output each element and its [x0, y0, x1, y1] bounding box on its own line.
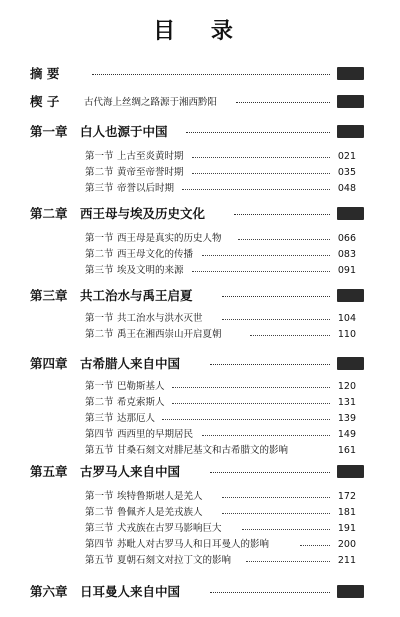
dot-leader [210, 592, 330, 593]
section-page: 066 [337, 233, 356, 244]
section-page: 131 [337, 397, 356, 408]
dot-leader [172, 387, 330, 388]
section-label: 第三节 [85, 413, 114, 424]
section-label: 第二节 [85, 167, 114, 178]
section-title: 共工治水与洪水灭世 [117, 313, 203, 324]
section-page: 021 [337, 151, 356, 162]
section-title: 帝誉以后时期 [117, 183, 175, 194]
chapter-title: 古希腊人来自中国 [80, 356, 181, 371]
section-label: 第一节 [85, 151, 114, 162]
section-page: 161 [337, 445, 356, 456]
section-title: 埃特鲁斯堪人是羌人 [117, 491, 203, 502]
dot-leader [246, 561, 330, 562]
dot-leader [234, 214, 330, 215]
section-title: 西王母文化的传播 [117, 249, 194, 260]
chapter-label: 第四章 [30, 356, 68, 371]
dot-leader [182, 189, 330, 190]
chapter-label: 第一章 [30, 124, 68, 139]
section-label: 第一节 [85, 491, 114, 502]
section-title: 甘桑石刻文对腓尼基文和古希腊文的影响 [117, 445, 289, 456]
dot-leader [238, 239, 330, 240]
chapter-4-heading[interactable] [0, 356, 400, 372]
section-label: 第一节 [85, 381, 114, 392]
dot-leader [236, 102, 330, 103]
chapter-label: 第六章 [30, 584, 68, 599]
chapter-2-heading[interactable] [0, 206, 400, 222]
prologue-title: 古代海上丝绸之路源于湘西黔阳 [84, 97, 218, 108]
dot-leader [186, 132, 330, 133]
section-label: 第四节 [85, 539, 114, 550]
chapter-title: 古罗马人来自中国 [80, 464, 181, 479]
chapter-title: 共工治水与禹王启夏 [80, 288, 193, 303]
dot-leader [300, 545, 330, 546]
section-page: 110 [337, 329, 356, 340]
page-number-badge [337, 585, 364, 598]
section-title: 禹王在湘西崇山开启夏朝 [117, 329, 222, 340]
page-title: 目 录 [153, 18, 247, 44]
page-number-badge [337, 357, 364, 370]
section-label: 第四节 [85, 429, 114, 440]
dot-leader [222, 296, 330, 297]
dot-leader [202, 435, 330, 436]
toc-section[interactable] [0, 506, 400, 520]
page-number-badge [337, 125, 364, 138]
section-title: 西西里的早期居民 [117, 429, 194, 440]
section-title: 希克索斯人 [117, 397, 165, 408]
toc-section[interactable] [0, 490, 400, 504]
section-page: 091 [337, 265, 356, 276]
toc-section[interactable] [0, 428, 400, 442]
toc-section[interactable] [0, 522, 400, 536]
toc-section[interactable] [0, 166, 400, 180]
section-page: 048 [337, 183, 356, 194]
page-number-badge [337, 67, 364, 80]
section-title: 苏毗人对古罗马人和日耳曼人的影响 [117, 539, 270, 550]
section-label: 第二节 [85, 507, 114, 518]
dot-leader [202, 255, 330, 256]
section-title: 黄帝至帝誉时期 [117, 167, 184, 178]
section-label: 第五节 [85, 445, 114, 456]
toc-section[interactable] [0, 312, 400, 326]
section-page: 181 [337, 507, 356, 518]
prologue-label: 楔 子 [30, 94, 60, 109]
dot-leader [242, 529, 330, 530]
section-title: 埃及文明的来源 [117, 265, 184, 276]
dot-leader [250, 335, 330, 336]
section-page: 149 [337, 429, 356, 440]
chapter-title: 日耳曼人来自中国 [80, 584, 181, 599]
section-title: 鲁佩齐人是羌戎族人 [117, 507, 203, 518]
chapter-6-heading[interactable] [0, 584, 400, 600]
section-page: 172 [337, 491, 356, 502]
dot-leader [222, 319, 330, 320]
page-number-badge [337, 95, 364, 108]
chapter-5-heading[interactable] [0, 464, 400, 480]
abstract-label: 摘 要 [30, 66, 60, 81]
dot-leader [92, 74, 330, 75]
page-number-badge [337, 465, 364, 478]
toc-entry-abstract[interactable] [0, 66, 400, 82]
toc-section[interactable] [0, 554, 400, 568]
section-label: 第三节 [85, 523, 114, 534]
toc-section[interactable] [0, 248, 400, 262]
section-title: 上古至炎黄时期 [117, 151, 184, 162]
section-label: 第二节 [85, 397, 114, 408]
dot-leader [210, 364, 330, 365]
dot-leader [222, 513, 330, 514]
dot-leader [192, 271, 330, 272]
section-page: 035 [337, 167, 356, 178]
section-label: 第二节 [85, 329, 114, 340]
toc-section[interactable] [0, 150, 400, 164]
dot-leader [162, 419, 330, 420]
section-title: 犬戎族在古罗马影响巨大 [117, 523, 222, 534]
section-page: 211 [337, 555, 356, 566]
section-label: 第三节 [85, 183, 114, 194]
dot-leader [172, 403, 330, 404]
chapter-title: 西王母与埃及历史文化 [80, 206, 206, 221]
toc-section[interactable] [0, 380, 400, 394]
toc-section[interactable] [0, 328, 400, 342]
section-page: 083 [337, 249, 356, 260]
section-label: 第一节 [85, 313, 114, 324]
section-label: 第五节 [85, 555, 114, 566]
toc-section[interactable] [0, 396, 400, 410]
section-title: 夏朝石刻文对拉丁文的影响 [117, 555, 232, 566]
section-page: 104 [337, 313, 356, 324]
chapter-label: 第二章 [30, 206, 68, 221]
section-page: 139 [337, 413, 356, 424]
dot-leader [192, 157, 330, 158]
page-number-badge [337, 289, 364, 302]
section-title: 西王母是真实的历史人物 [117, 233, 222, 244]
toc-section[interactable] [0, 538, 400, 552]
toc-section[interactable] [0, 182, 400, 196]
chapter-label: 第五章 [30, 464, 68, 479]
chapter-label: 第三章 [30, 288, 68, 303]
section-page: 120 [337, 381, 356, 392]
dot-leader [192, 173, 330, 174]
chapter-title: 白人也源于中国 [80, 124, 168, 139]
page-number-badge [337, 207, 364, 220]
toc-section[interactable] [0, 444, 400, 458]
section-label: 第二节 [85, 249, 114, 260]
section-label: 第一节 [85, 233, 114, 244]
toc-section[interactable] [0, 264, 400, 278]
dot-leader [222, 497, 330, 498]
toc-section[interactable] [0, 232, 400, 246]
chapter-1-heading[interactable] [0, 124, 400, 140]
dot-leader [210, 472, 330, 473]
section-page: 200 [337, 539, 356, 550]
toc-section[interactable] [0, 412, 400, 426]
toc-entry-prologue[interactable] [0, 94, 400, 110]
section-label: 第三节 [85, 265, 114, 276]
section-title: 巴勒斯基人 [117, 381, 165, 392]
section-title: 达那厄人 [117, 413, 156, 424]
section-page: 191 [337, 523, 356, 534]
chapter-3-heading[interactable] [0, 288, 400, 304]
